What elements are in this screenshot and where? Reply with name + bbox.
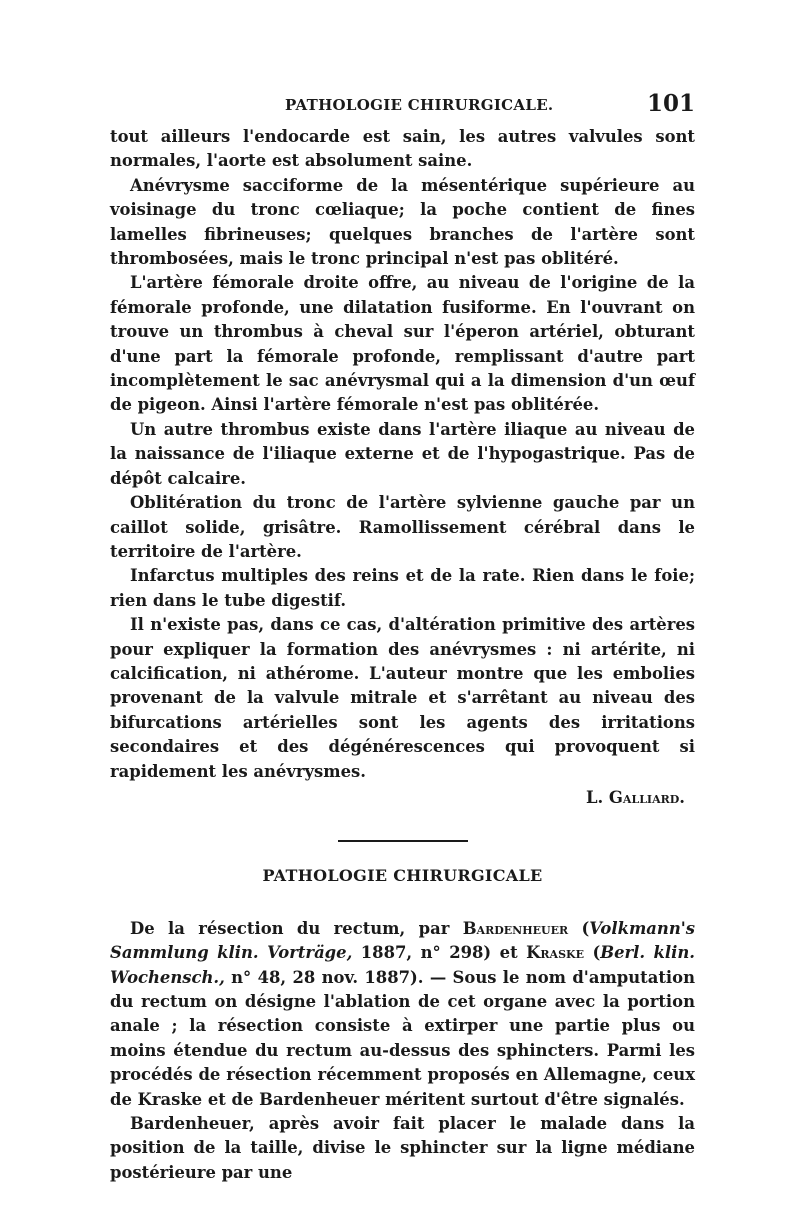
paragraph-continuation: tout ailleurs l'endocarde est sain, les autres valvules sont normales, l'aorte est absolument saine. (110, 127, 695, 171)
article-paragraph-bardenheuer: Bardenheuer, après avoir fait placer le malade dans la position de la taille, divise le sphincter sur la ligne médiane postérieure par une (110, 1114, 695, 1182)
article-text: — Sous le nom d'amputation du rectum on désigne l'ablation de cet organe avec la portion anale ; la résection consiste à extirper une partie plus ou moins étendue du rectum au-dessus des sphincters. Parmi les procédés de résection récemment proposés en Allemagne, ceux de Kraske et de Bardenheuer méritent surtout d'être signalés. (110, 967, 695, 1109)
article-lead-title: De la résection du rectum, (130, 918, 406, 938)
source-volkmann-details: 1887, n° 298) et (352, 943, 527, 963)
article-by: par (405, 918, 463, 938)
running-title: PATHOLOGIE CHIRURGICALE. (285, 96, 554, 114)
source-berl-klin-details: n° 48, 28 nov. 1887). (224, 967, 424, 987)
section-heading: PATHOLOGIE CHIRURGICALE (262, 866, 543, 886)
source-volkmann: Volkmann's Sammlung klin. Vorträge, (110, 918, 695, 963)
paragraph-sylvian-artery: Oblitération du tronc de l'artère sylvienne gauche par un caillot solide, grisâtre. Ramollissement cérébral dans le territoire de l'artère. (110, 493, 695, 561)
page-number: 101 (646, 90, 695, 117)
author-bardenheuer: Bardenheuer (462, 918, 569, 938)
section-divider (338, 840, 468, 842)
paragraph-conclusion: Il n'existe pas, dans ce cas, d'altération primitive des artères pour expliquer la formation des anévrysmes : ni artérite, ni calcification, ni athérome. L'auteur montre que les embolies provenant de la valvule mitrale et s'arrêtant au niveau des bifurcations artérielles sont les agents des irritations secondaires et des dégénérescences qui provoquent si rapidement les anévrysmes. (110, 615, 695, 781)
article-paragraph-rectum (110, 917, 695, 1112)
paragraph-iliac-thrombus: Un autre thrombus existe dans l'artère iliaque au niveau de la naissance de l'iliaque externe et de l'hypogastrique. Pas de dépôt calcaire. (110, 419, 695, 488)
source-berl-klin: Berl. klin. Wochensch., (110, 943, 695, 987)
running-header (110, 92, 695, 122)
author-signature: L. Galliard. (585, 787, 685, 807)
source2-open: ( (583, 943, 601, 963)
paragraph-mesenteric-aneurysm: Anévrysme sacciforme de la mésentérique supérieure au voisinage du tronc cœliaque; la poche contient de fines lamelles fibrineuses; quelques branches de l'artère sont thrombosées, mais le tronc principal n'est pas oblitéré. (110, 175, 695, 269)
paragraph-infarctus: Infarctus multiples des reins et de la rate. Rien dans le foie; rien dans le tube digestif. (110, 566, 695, 610)
author-kraske: Kraske (526, 943, 584, 963)
paren-open: ( (568, 918, 590, 938)
body-text (110, 125, 695, 1185)
paragraph-femoral-artery: L'artère fémorale droite offre, au niveau de l'origine de la fémorale profonde, une dilatation fusiforme. En l'ouvrant on trouve un thrombus à cheval sur l'éperon artériel, obturant d'une part la fémorale profonde, remplissant d'autre part incomplètement le sac anévrysmal qui a la dimension d'un œuf de pigeon. Ainsi l'artère fémorale n'est pas oblitérée. (110, 273, 695, 415)
